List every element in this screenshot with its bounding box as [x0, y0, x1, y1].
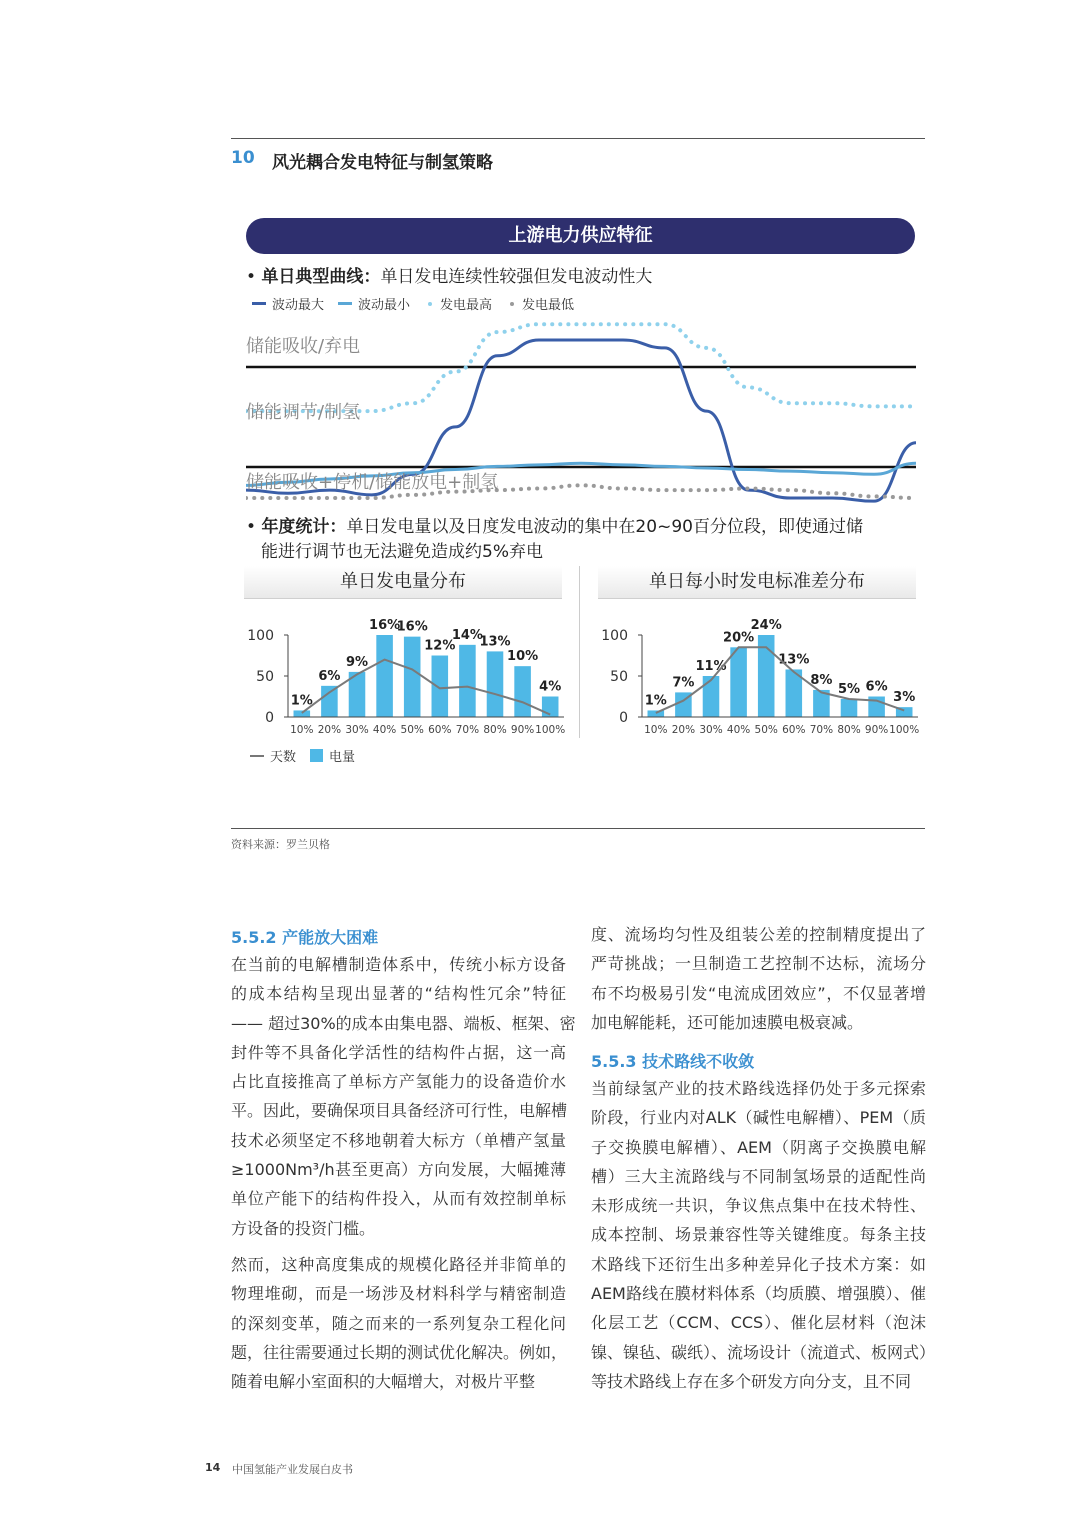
energy-dist-bar-label: 10% — [507, 649, 539, 665]
paragraph-line: 方设备的投资门槛。 — [231, 1218, 376, 1238]
bullet-annual-stats — [246, 512, 863, 537]
legend-item — [338, 294, 410, 313]
dist-chart-title-energy: 单日发电量分布 — [244, 566, 562, 599]
bullet-text: 单日发电量以及日度发电波动的集中在20~90百分位段，即使通过储 — [346, 517, 863, 537]
energy-dist-x-tick-label: 20% — [317, 724, 342, 736]
legend-item — [252, 294, 324, 313]
stddev-dist-bar — [703, 676, 720, 717]
stddev-dist-y-tick-label: 0 — [619, 710, 628, 726]
paragraph-line: 物理堆砌，而是一场涉及材料科学与精密制造 — [231, 1284, 566, 1304]
stddev-dist-bar — [648, 710, 665, 717]
legend-label: 天数 — [270, 750, 297, 765]
stddev-dist-y-tick-label: 100 — [601, 628, 628, 644]
stddev-dist-x-tick-label: 70% — [809, 724, 834, 736]
paragraph-line: 术路线下还衍生出多种差异化子技术方案：如 — [591, 1254, 926, 1274]
energy-dist-bar-label: 12% — [424, 638, 456, 654]
paragraph-line: 加电解能耗，还可能加速膜电极衰减。 — [591, 1012, 864, 1032]
paragraph-line: 单位产能下的结构件投入，从而有效控制单标 — [231, 1189, 566, 1209]
legend-item — [250, 746, 296, 765]
stddev-dist-x-tick-label: 30% — [699, 724, 723, 736]
energy-dist-y-tick-label: 50 — [256, 669, 274, 685]
legend-item — [424, 294, 492, 313]
energy-dist-x-tick-label: 30% — [345, 724, 369, 736]
paragraph-line: 封件等不具备化学活性的结构件占据，这一高 — [231, 1042, 566, 1062]
paragraph-line: 占比直接推高了单标方产氢能力的设备造价水 — [231, 1072, 566, 1092]
paragraph-line: 未形成统一共识，争议焦点集中在技术特性、 — [591, 1196, 926, 1216]
stddev-dist-bar — [730, 647, 747, 717]
paragraph-line: 平。因此，要确保项目具备经济可行性，电解槽 — [231, 1101, 568, 1121]
figure-title: 风光耦合发电特征与制氢策略 — [272, 153, 493, 173]
paragraph-line: 镍、镍毡、碳纸）、流场设计（流道式、板网式） — [591, 1342, 936, 1362]
energy-dist-bar — [432, 656, 449, 718]
energy-dist-bar-label: 13% — [479, 634, 511, 650]
energy-dist-x-tick-label: 60% — [428, 724, 452, 736]
bullet-text: 单日发电连续性较强但发电波动性大 — [380, 267, 653, 287]
paragraph-line: 槽）三大主流路线与不同制氢场景的适配性尚 — [591, 1166, 926, 1186]
energy-dist-bar-label: 9% — [345, 654, 369, 670]
stddev-dist-x-tick-label: 60% — [782, 724, 806, 736]
paragraph-line: 在当前的电解槽制造体系中，传统小标方设备 — [231, 955, 566, 974]
stddev-dist-x-tick-label: 10% — [644, 724, 668, 736]
legend-label: 发电最高 — [440, 298, 493, 313]
energy-dist-x-tick-label: 40% — [372, 724, 397, 736]
paragraph-line: 然而，这种高度集成的规模化路径并非简单的 — [231, 1255, 566, 1274]
stddev-dist-bar-label: 5% — [837, 681, 861, 697]
page-number: 14 — [205, 1461, 221, 1474]
energy-dist-bar — [321, 686, 338, 717]
paragraph-line: AEM路线在膜材料体系（均质膜、增强膜）、催 — [591, 1284, 926, 1304]
zone-label-bottom: 储能吸收+停机/储能放电+制氢 — [246, 472, 499, 493]
paragraph-line: 等技术路线上存在多个研发方向分支，且不同 — [591, 1371, 912, 1391]
source-note: 资料来源：罗兰贝格 — [231, 838, 330, 851]
bullet-annual-stats-cont: 能进行调节也无法避免造成约5%弃电 — [261, 542, 543, 562]
stddev-dist-bar-label: 1% — [644, 693, 667, 709]
paragraph-line: 成本控制、场景兼容性等关键维度。每条主技 — [591, 1225, 926, 1245]
energy-dist-bar-label: 1% — [290, 693, 313, 709]
section-heading-553: 5.5.3 技术路线不收敛 — [591, 1052, 755, 1071]
paragraph-left-1 — [231, 950, 576, 1243]
energy-dist-x-tick-label: 50% — [400, 724, 424, 736]
legend-label: 发电最低 — [522, 298, 575, 313]
energy-dist-bar — [514, 666, 531, 717]
stddev-dist-x-tick-label: 80% — [837, 724, 861, 736]
paragraph-line: 阶段，行业内对ALK（碱性电解槽）、PEM（质 — [591, 1108, 926, 1128]
energy-distribution-chart — [236, 605, 570, 740]
legend-line-swatch — [252, 302, 266, 305]
stddev-dist-bar-label: 7% — [672, 675, 695, 691]
paragraph-line: —— 超过30%的成本由集电器、端板、框架、密 — [231, 1013, 576, 1033]
stddev-dist-y-tick-label: 50 — [610, 669, 628, 685]
legend-label: 电量 — [329, 750, 356, 765]
paragraph-line: ≥1000Nm³/h甚至更高）方向发展，大幅摊薄 — [231, 1160, 566, 1180]
energy-dist-bar-label: 16% — [369, 618, 401, 633]
legend-label: 波动最小 — [358, 298, 411, 313]
stddev-dist-bar-label: 6% — [865, 679, 888, 695]
legend-dot-swatch — [428, 302, 432, 306]
source-rule — [231, 828, 925, 829]
distribution-legend — [250, 746, 369, 765]
paragraph-line: 当前绿氢产业的技术路线选择仍处于多元探索 — [591, 1079, 926, 1098]
zone-label-middle: 储能调节/制氢 — [246, 402, 361, 423]
paragraph-line: 的成本结构呈现出显著的“结构性冗余”特征 — [231, 984, 566, 1004]
energy-dist-x-tick-label: 90% — [510, 724, 535, 736]
energy-dist-days-line — [302, 660, 550, 715]
paragraph-line: 化层工艺（CCM、CCS）、催化层材料（泡沫 — [591, 1313, 926, 1333]
stddev-distribution-chart — [590, 605, 924, 740]
energy-dist-x-tick-label: 70% — [455, 724, 480, 736]
legend-item — [310, 746, 355, 765]
dist-chart-title-stddev: 单日每小时发电标准差分布 — [598, 566, 916, 599]
paragraph-line: 度、流场均匀性及组装公差的控制精度提出了 — [591, 925, 926, 944]
stddev-dist-x-tick-label: 100% — [889, 724, 920, 736]
chart-divider — [579, 566, 580, 738]
legend-dot-swatch — [510, 302, 514, 306]
paragraph-line: 技术必须坚定不移地朝着大标方（单槽产氢量 — [231, 1130, 566, 1150]
energy-dist-bar — [459, 645, 476, 717]
energy-dist-bar-label: 16% — [396, 619, 428, 635]
paragraph-left-2 — [231, 1250, 566, 1396]
paragraph-line: 的深刻变革，随之而来的一系列复杂工程化问 — [231, 1313, 566, 1333]
legend-line-swatch — [250, 755, 264, 757]
stddev-dist-bar-label: 8% — [810, 672, 833, 688]
legend-item — [506, 294, 574, 313]
legend-bar-swatch — [310, 749, 323, 762]
stddev-dist-bar-label: 3% — [893, 690, 916, 706]
line-chart-legend — [252, 294, 588, 313]
paragraph-line: 布不均极易引发“电流成团效应”，不仅显著增 — [591, 983, 926, 1003]
paragraph-line: 严苛挑战；一旦制造工艺控制不达标，流场分 — [591, 954, 926, 974]
energy-dist-x-tick-label: 80% — [483, 724, 507, 736]
stddev-dist-bar-label: 20% — [723, 630, 755, 646]
bullet-dot: • — [246, 517, 262, 537]
legend-line-swatch — [338, 302, 352, 305]
paragraph-line: 子交换膜电解槽）、AEM（阴离子交换膜电解 — [591, 1137, 926, 1157]
section-heading-552: 5.5.2 产能放大困难 — [231, 928, 379, 947]
paragraph-right-2 — [591, 1074, 936, 1396]
zone-label-top: 储能吸收/弃电 — [246, 336, 361, 357]
stddev-dist-bar-label: 13% — [778, 652, 810, 668]
legend-label: 波动最大 — [272, 298, 325, 313]
energy-dist-bar-label: 4% — [539, 679, 562, 695]
stddev-dist-x-tick-label: 50% — [754, 724, 778, 736]
stddev-dist-x-tick-label: 20% — [671, 724, 696, 736]
energy-dist-bar — [376, 635, 393, 717]
stddev-dist-bar-label: 11% — [695, 659, 727, 674]
bullet-label: 单日典型曲线： — [261, 267, 381, 287]
footer-title: 中国氢能产业发展白皮书 — [232, 1463, 353, 1476]
energy-dist-bar — [294, 710, 311, 717]
energy-dist-x-tick-label: 10% — [290, 724, 314, 736]
bullet-dot: • — [246, 267, 262, 287]
energy-dist-y-tick-label: 0 — [265, 710, 274, 726]
paragraph-line: 随着电解小室面积的大幅增大，对极片平整 — [231, 1372, 536, 1392]
stddev-dist-bar — [841, 699, 858, 717]
energy-dist-bar — [404, 637, 421, 717]
energy-dist-bar-label: 14% — [451, 627, 483, 643]
top-rule — [231, 138, 925, 139]
bullet-label: 年度统计： — [261, 517, 347, 537]
energy-dist-bar — [487, 651, 504, 717]
energy-dist-bar-label: 6% — [318, 668, 341, 684]
stddev-dist-x-tick-label: 90% — [864, 724, 889, 736]
paragraph-line: 题，往往需要通过长期的测试优化解决。例如， — [231, 1342, 568, 1362]
energy-dist-y-tick-label: 100 — [247, 628, 274, 644]
stddev-dist-x-tick-label: 40% — [726, 724, 751, 736]
section-banner: 上游电力供应特征 — [246, 218, 915, 254]
stddev-dist-bar-label: 24% — [750, 618, 782, 633]
figure-number: 10 — [231, 148, 255, 168]
bullet-daily-curve — [246, 262, 652, 287]
energy-dist-x-tick-label: 100% — [535, 724, 566, 736]
paragraph-right-1 — [591, 920, 926, 1037]
